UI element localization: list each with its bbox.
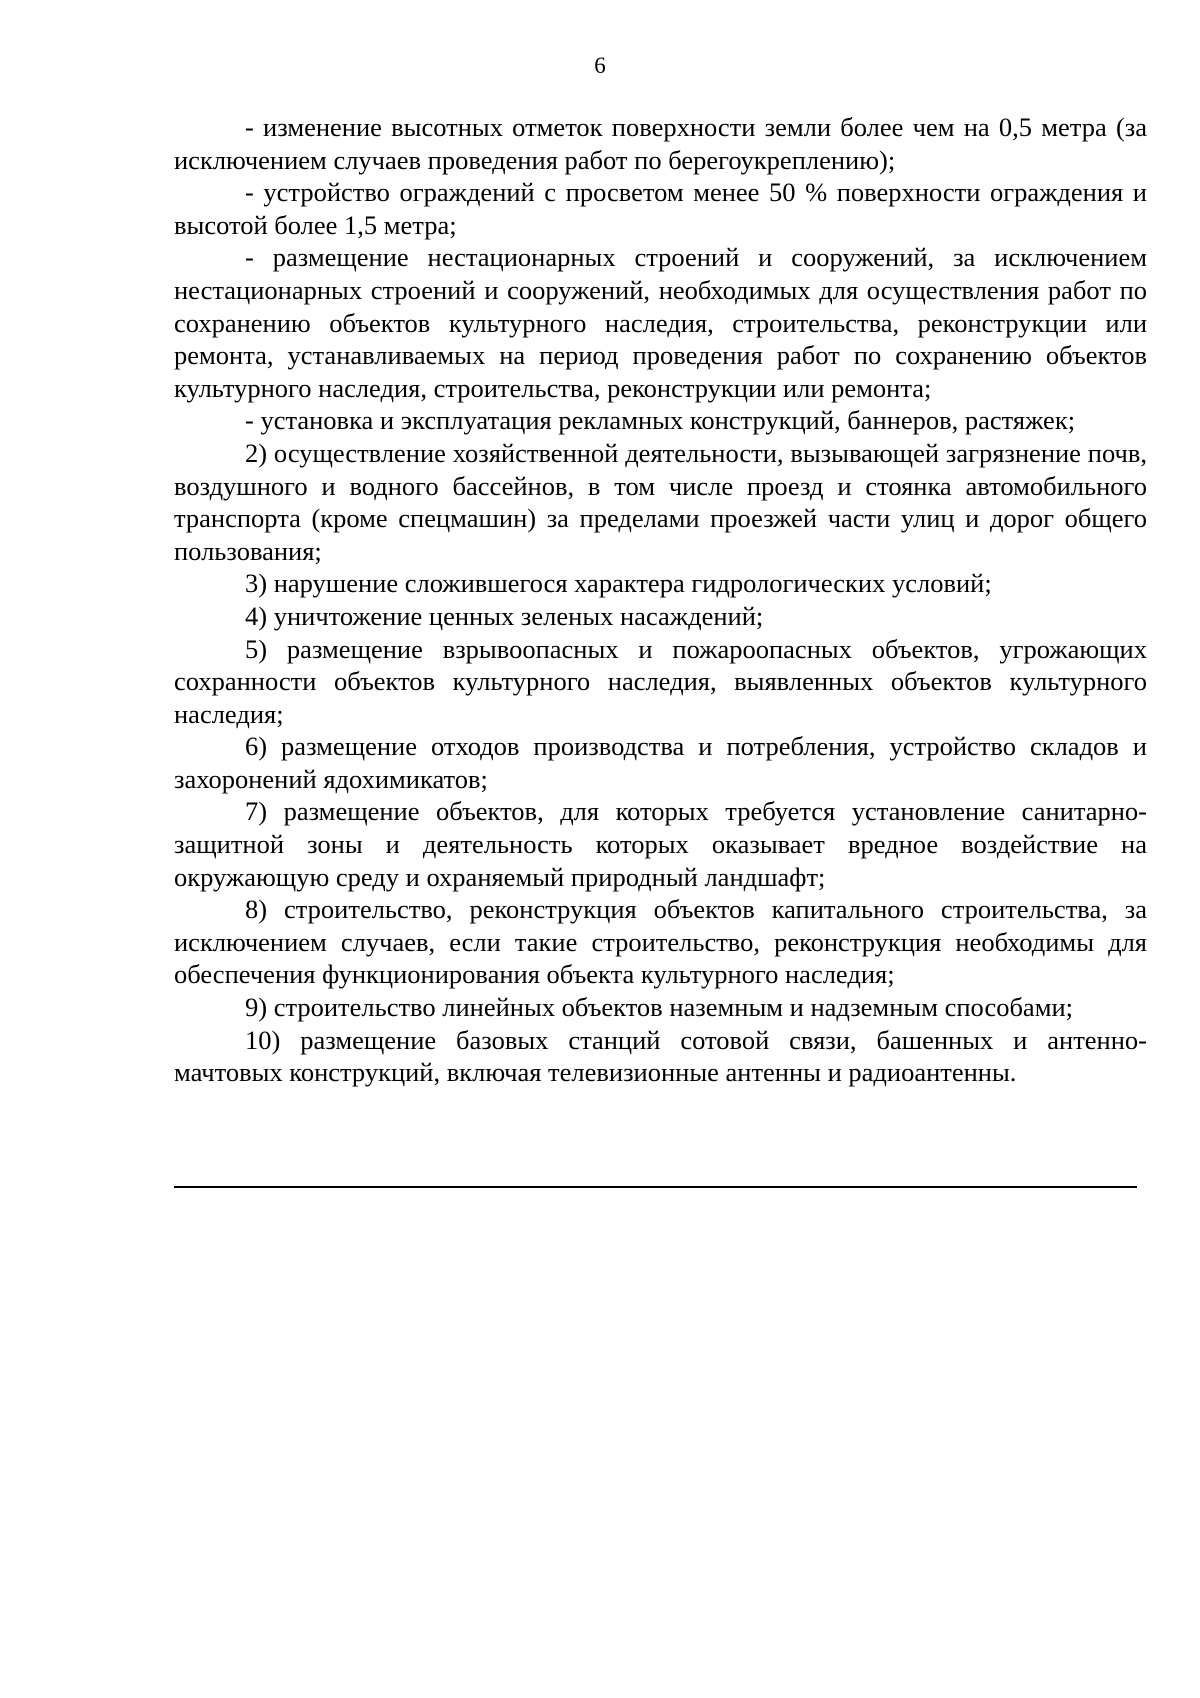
paragraph-advertising: - установка и эксплуатация рекламных конструкций, баннеров, растяжек; <box>245 405 1076 436</box>
paragraph-temporary-structures: - размещение нестационарных строений и сооружений, за исключением нестационарных строений и сооружений, необходимых для осуществления работ по сохранению объектов культурного наследия, строительства, реконструкции или ремонта, устанавливаемых на период проведения работ по сохранению объектов культурного наследия, строительства, реконструкции или ремонта; <box>174 242 1147 403</box>
paragraph-item-5: 5) размещение взрывоопасных и пожароопасных объектов, угрожающих сохранности объектов культурного наследия, выявленных объектов культурного наследия; <box>174 633 1147 729</box>
paragraph-item-2: 2) осуществление хозяйственной деятельности, вызывающей загрязнение почв, воздушного и водного бассейнов, в том числе проезд и стоянка автомобильного транспорта (кроме спецмашин) за пределами проезжей части улиц и дорог общего пользования; <box>174 437 1147 566</box>
paragraph-item-4: 4) уничтожение ценных зеленых насаждений; <box>245 600 764 631</box>
paragraph-fencing: - устройство ограждений с просветом менее 50 % поверхности ограждения и высотой более 1,5 метра; <box>174 177 1147 240</box>
paragraph-item-7: 7) размещение объектов, для которых требуется установление санитарно-защитной зоны и деятельность которых оказывает вредное воздействие на окружающую среду и охраняемый природный ландшафт; <box>174 796 1147 892</box>
paragraph-item-8: 8) строительство, реконструкция объектов капитального строительства, за исключением случаев, если такие строительство, реконструкция необходимы для обеспечения функционирования объекта культурного наследия; <box>174 894 1147 990</box>
paragraph-item-3: 3) нарушение сложившегося характера гидрологических условий; <box>245 568 992 599</box>
paragraph-item-6: 6) размещение отходов производства и потребления, устройство складов и захоронений ядохимикатов; <box>174 731 1147 794</box>
body-text <box>174 111 1147 1089</box>
paragraph-elevation-change: - изменение высотных отметок поверхности земли более чем на 0,5 метра (за исключением случаев проведения работ по берегоукреплению); <box>174 112 1147 175</box>
paragraph-item-9: 9) строительство линейных объектов наземным и надземным способами; <box>245 992 1074 1023</box>
paragraph-item-10: 10) размещение базовых станций сотовой связи, башенных и антенно-мачтовых конструкций, включая телевизионные антенны и радиоантенны. <box>174 1024 1147 1088</box>
end-divider-line <box>174 1186 1137 1188</box>
page-number: 6 <box>594 53 606 78</box>
